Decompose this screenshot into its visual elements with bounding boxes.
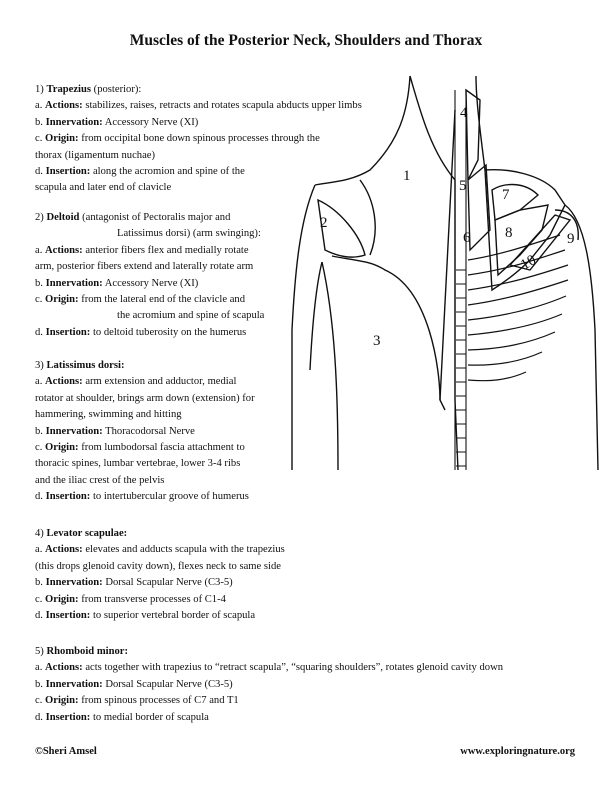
line-actions-cont: (this drops glenoid cavity down), flexes neck to same side xyxy=(35,560,281,572)
figure-label-6: 6 xyxy=(463,230,471,246)
section-deltoid xyxy=(35,210,595,341)
line-innervation: b. Innervation: Accessory Nerve (XI) xyxy=(35,277,199,289)
line-actions: a. Actions: acts together with trapezius to “retract scapula”, “squaring shoulders”, rotates glenoid cavity down xyxy=(35,662,504,674)
line-innervation: b. Innervation: Thoracodorsal Nerve xyxy=(35,425,195,437)
line-actions-cont: hammering, swimming and hitting xyxy=(35,409,182,421)
line-innervation: b. Innervation: Accessory Nerve (XI) xyxy=(35,116,199,128)
section-latissimus-dorsi xyxy=(35,358,595,506)
figure-label-5: 5 xyxy=(459,178,467,194)
section-heading: 5) Rhomboid minor: xyxy=(35,646,129,657)
line-actions: a. Actions: anterior fibers flex and medially rotate xyxy=(35,244,249,256)
section-heading: 4) Levator scapulae: xyxy=(35,528,128,539)
page-title: Muscles of the Posterior Neck, Shoulders and Thorax xyxy=(129,32,483,49)
line-innervation: b. Innervation: Dorsal Scapular Nerve (C3-5) xyxy=(35,577,233,589)
line-insertion: d. Insertion: to intertubercular groove of humerus xyxy=(35,491,249,503)
line-origin: c. Origin: from lumbodorsal fascia attachment to xyxy=(35,442,245,454)
line-insertion: d. Insertion: to medial border of scapula xyxy=(35,711,209,723)
line-insertion: d. Insertion: along the acromion and spine of the xyxy=(35,166,245,178)
line-actions: a. Actions: stabilizes, raises, retracts and rotates scapula abducts upper limbs xyxy=(35,100,362,112)
line-origin: c. Origin: from transverse processes of C1-4 xyxy=(35,593,226,605)
line-actions-cont: rotator at shoulder, brings arm down (extension) for xyxy=(35,392,255,404)
line-origin: c. Origin: from occipital bone down spinous processes through the xyxy=(35,133,320,145)
section-trapezius xyxy=(35,82,595,197)
section-rhomboid-minor xyxy=(35,644,595,726)
section-heading: 3) Latissimus dorsi: xyxy=(35,360,125,371)
line-insertion: d. Insertion: to superior vertebral border of scapula xyxy=(35,610,256,622)
line-origin-cont: and the iliac crest of the pelvis xyxy=(35,474,165,486)
figure-label-4: 4 xyxy=(460,105,468,121)
line-origin-cont: thoracic spines, lumbar vertebrae, lower 3-4 ribs xyxy=(35,458,241,470)
line-innervation: b. Innervation: Dorsal Scapular Nerve (C3-5) xyxy=(35,678,233,690)
figure-label-1: 1 xyxy=(403,168,411,184)
website-link[interactable]: www.exploringnature.org xyxy=(460,746,575,757)
line-actions-cont: arm, posterior fibers extend and laterally rotate arm xyxy=(35,261,254,273)
section-heading: 1) Trapezius (posterior): xyxy=(35,84,142,95)
line-origin-cont: thorax (ligamentum nuchae) xyxy=(35,149,156,161)
line-origin: c. Origin: from the lateral end of the clavicle and xyxy=(35,294,246,306)
section-levator-scapulae xyxy=(35,526,595,624)
line-origin-cont: the acromium and spine of scapula xyxy=(117,310,265,322)
line-actions: a. Actions: arm extension and adductor, medial xyxy=(35,376,237,388)
line-origin: c. Origin: from spinous processes of C7 and T1 xyxy=(35,695,239,707)
figure-label-2: 2 xyxy=(320,215,328,231)
figure-label-8: 8 xyxy=(505,225,513,241)
figure-label-9: 9 xyxy=(567,231,575,247)
figure-label-7: 7 xyxy=(502,187,510,203)
line-insertion-cont: scapula and later end of clavicle xyxy=(35,182,172,194)
figure-label-10: 10 xyxy=(518,252,539,274)
section-heading: 2) Deltoid (antagonist of Pectoralis major and xyxy=(35,212,231,223)
line-insertion: d. Insertion: to deltoid tuberosity on the humerus xyxy=(35,326,247,338)
line-actions: a. Actions: elevates and adducts scapula with the trapezius xyxy=(35,544,285,556)
section-heading-cont: Latissimus dorsi) (arm swinging): xyxy=(117,228,261,240)
figure-label-3: 3 xyxy=(373,333,381,349)
copyright-text: ©Sheri Amsel xyxy=(35,746,97,757)
